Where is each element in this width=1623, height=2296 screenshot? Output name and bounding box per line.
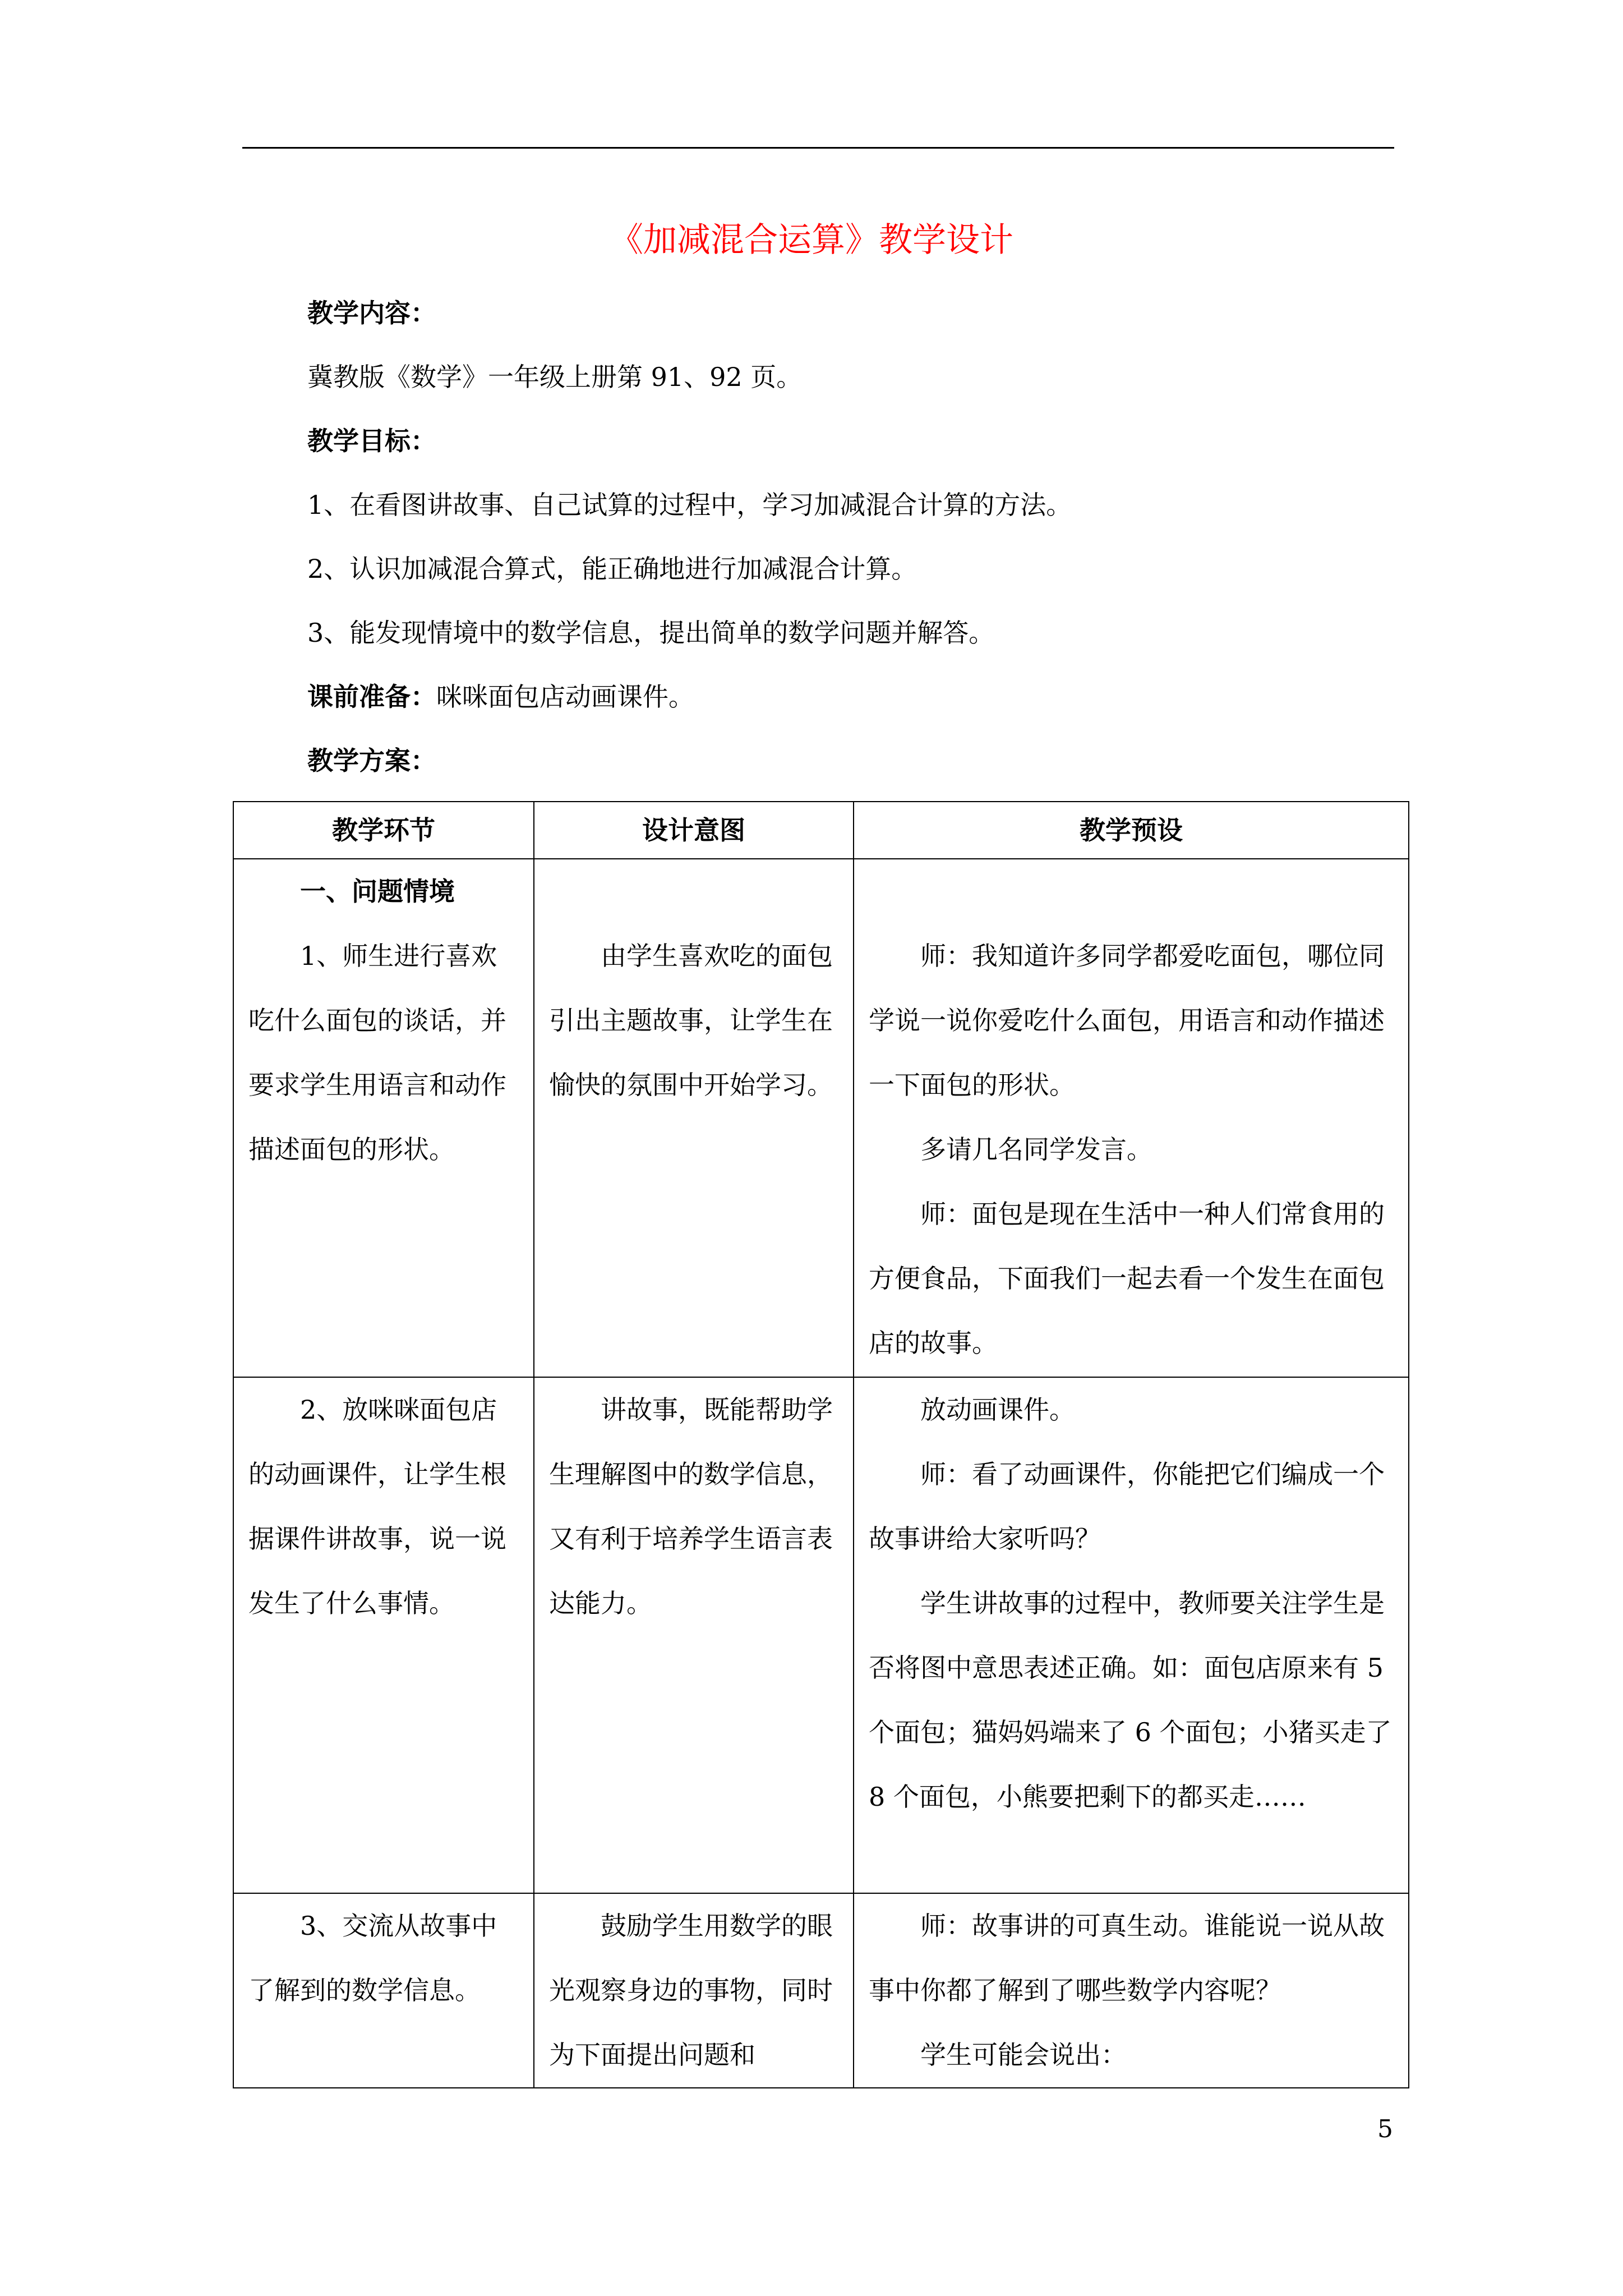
page-number: 5 bbox=[1377, 2115, 1393, 2143]
teaching-plan-table bbox=[233, 801, 1409, 2088]
stage-cell bbox=[233, 1377, 534, 1893]
document-title: 《加减混合运算》教学设计 bbox=[610, 220, 1013, 260]
table-row bbox=[233, 859, 1409, 1377]
table-header-row bbox=[233, 802, 1409, 859]
plan-text: 师：我知道许多同学都爱吃面包，哪位同学说一说你爱吃什么面包，用语言和动作描述一下面包的形状。 bbox=[869, 941, 1385, 1100]
intent-cell bbox=[534, 859, 854, 1377]
intent-text: 讲故事，既能帮助学生理解图中的数学信息，又有利于培养学生语言表达能力。 bbox=[549, 1395, 833, 1618]
stage-cell bbox=[233, 859, 534, 1377]
intent-text: 由学生喜欢吃的面包引出主题故事，让学生在愉快的氛围中开始学习。 bbox=[549, 941, 833, 1100]
plan-text: 师：看了动画课件，你能把它们编成一个故事讲给大家听吗？ bbox=[869, 1459, 1385, 1554]
content-text: 冀教版《数学》一年级上册第 91、92 页。 bbox=[307, 362, 803, 392]
header-stage: 教学环节 bbox=[233, 802, 534, 859]
content-heading: 教学内容： bbox=[307, 298, 436, 328]
stage-title: 一、问题情境 bbox=[300, 876, 455, 907]
prep-text: 咪咪面包店动画课件。 bbox=[436, 682, 694, 712]
goal-item: 2、认识加减混合算式，能正确地进行加减混合计算。 bbox=[307, 554, 917, 584]
header-intent: 设计意图 bbox=[534, 802, 854, 859]
plan-text: 学生讲故事的过程中，教师要关注学生是否将图中意思表述正确。如：面包店原来有 5 个面包；猫妈妈端来了 6 个面包；小猪买走了 8 个面包，小熊要把剩下的都买走…… bbox=[869, 1588, 1392, 1812]
prep-line bbox=[307, 680, 694, 714]
goal-item: 1、在看图讲故事、自己试算的过程中，学习加减混合计算的方法。 bbox=[307, 490, 1072, 520]
stage-text: 3、交流从故事中了解到的数学信息。 bbox=[248, 1911, 497, 2005]
table-row bbox=[233, 1893, 1409, 2088]
header-plan: 教学预设 bbox=[854, 802, 1409, 859]
header-rule bbox=[242, 147, 1394, 149]
stage-cell bbox=[233, 1893, 534, 2088]
intent-cell bbox=[534, 1893, 854, 2088]
plan-text: 学生可能会说出： bbox=[920, 2040, 1127, 2070]
table-row bbox=[233, 1377, 1409, 1893]
stage-text: 1、师生进行喜欢吃什么面包的谈话，并要求学生用语言和动作描述面包的形状。 bbox=[248, 941, 506, 1165]
plan-text: 师：故事讲的可真生动。谁能说一说从故事中你都了解到了哪些数学内容呢？ bbox=[869, 1911, 1385, 2005]
plan-cell bbox=[854, 1377, 1409, 1893]
intent-cell bbox=[534, 1377, 854, 1893]
goals-heading: 教学目标： bbox=[307, 426, 436, 456]
plan-text: 师：面包是现在生活中一种人们常食用的方便食品，下面我们一起去看一个发生在面包店的故事。 bbox=[869, 1199, 1385, 1358]
intent-text: 鼓励学生用数学的眼光观察身边的事物，同时为下面提出问题和 bbox=[549, 1911, 833, 2070]
plan-text: 放动画课件。 bbox=[920, 1395, 1075, 1425]
stage-text: 2、放咪咪面包店的动画课件，让学生根据课件讲故事，说一说发生了什么事情。 bbox=[248, 1395, 506, 1618]
goal-item: 3、能发现情境中的数学信息，提出简单的数学问题并解答。 bbox=[307, 618, 995, 648]
plan-cell bbox=[854, 859, 1409, 1377]
plan-heading: 教学方案： bbox=[307, 746, 436, 776]
prep-heading: 课前准备： bbox=[307, 682, 436, 712]
plan-text: 多请几名同学发言。 bbox=[920, 1134, 1152, 1165]
plan-cell bbox=[854, 1893, 1409, 2088]
